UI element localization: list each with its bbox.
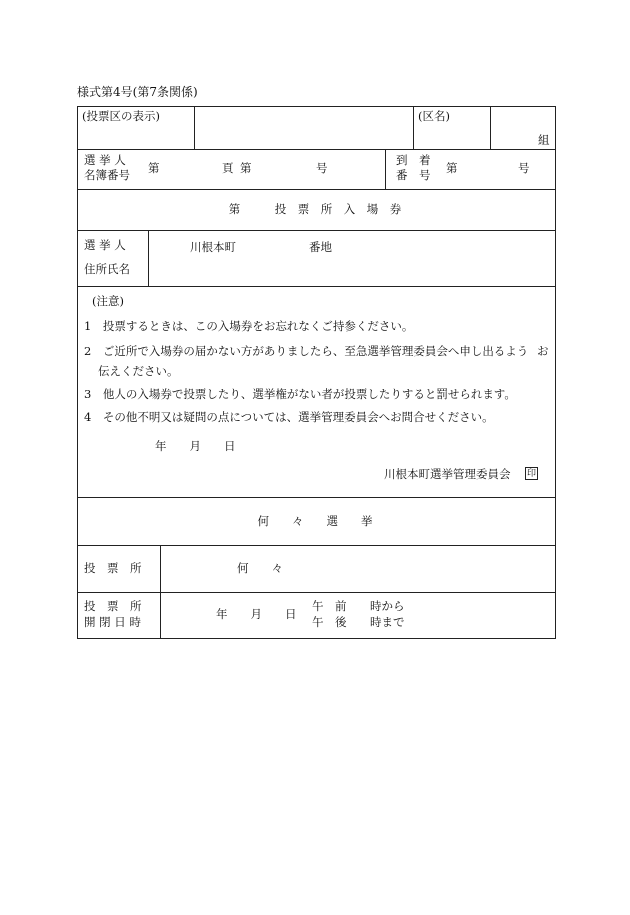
column-divider xyxy=(413,106,414,149)
opening-from: 時から xyxy=(370,599,405,613)
voter-label-line1: 選 挙 人 xyxy=(84,238,126,252)
group-suffix: 組 xyxy=(538,133,550,147)
opening-am: 午 前 xyxy=(312,599,347,613)
registry-go: 号 xyxy=(316,161,328,175)
election-name: 何 々 選 挙 xyxy=(257,514,373,528)
column-divider xyxy=(148,230,149,286)
row-divider xyxy=(77,497,556,498)
arrival-label-line1: 到 着 xyxy=(396,153,431,167)
note-item-2-tail: お xyxy=(537,344,549,358)
note-item-4: 4 その他不明又は疑問の点については、選挙管理委員会へお問合せください。 xyxy=(84,410,494,424)
registry-label-line2: 名簿番号 xyxy=(84,168,130,182)
opening-until: 時まで xyxy=(370,615,405,629)
voter-address-banchi: 番地 xyxy=(309,240,332,254)
arrival-go: 号 xyxy=(518,161,530,175)
opening-pm: 午 後 xyxy=(312,615,347,629)
voter-address-town: 川根本町 xyxy=(190,240,236,254)
issuer-name: 川根本町選挙管理委員会 xyxy=(384,467,511,481)
note-item-2-cont: 伝えください。 xyxy=(98,364,179,378)
row-divider xyxy=(77,149,556,150)
notes-heading: (注意) xyxy=(92,294,124,308)
column-divider xyxy=(160,545,161,639)
registry-dai2: 第 xyxy=(240,161,252,175)
note-item-3: 3 他人の入場券で投票したり、選挙権がない者が投票したりすると罰せられます。 xyxy=(84,387,516,401)
row-divider xyxy=(77,286,556,287)
issue-date: 年 月 日 xyxy=(155,439,236,453)
column-divider xyxy=(490,106,491,149)
registry-label-line1: 選 挙 人 xyxy=(84,153,126,167)
note-item-1: 1 投票するときは、この入場券をお忘れなくご持参ください。 xyxy=(84,319,414,333)
ticket-title: 第 投 票 所 入 場 券 xyxy=(228,202,402,216)
district-label: (投票区の表示) xyxy=(82,109,160,123)
opening-date: 年 月 日 xyxy=(216,607,297,621)
form-number: 様式第4号(第7条関係) xyxy=(77,85,198,99)
registry-dai: 第 xyxy=(148,161,160,175)
ward-label: (区名) xyxy=(418,109,450,123)
row-divider xyxy=(77,545,556,546)
column-divider xyxy=(385,149,386,189)
registry-page: 頁 xyxy=(222,161,234,175)
seal-mark: 印 xyxy=(526,469,536,479)
row-divider xyxy=(77,189,556,190)
polling-place-value: 何 々 xyxy=(237,561,283,575)
opening-label-line2: 開 閉 日 時 xyxy=(84,615,141,629)
polling-place-label: 投 票 所 xyxy=(84,561,142,575)
note-item-2: 2 ご近所で入場券の届かない方がありましたら、至急選挙管理委員会へ申し出るよう xyxy=(84,344,529,358)
arrival-label-line2: 番 号 xyxy=(396,168,431,182)
row-divider xyxy=(77,592,556,593)
voter-label-line2: 住所氏名 xyxy=(84,262,130,276)
opening-label-line1: 投 票 所 xyxy=(84,599,142,613)
column-divider xyxy=(194,106,195,149)
arrival-dai: 第 xyxy=(446,161,458,175)
